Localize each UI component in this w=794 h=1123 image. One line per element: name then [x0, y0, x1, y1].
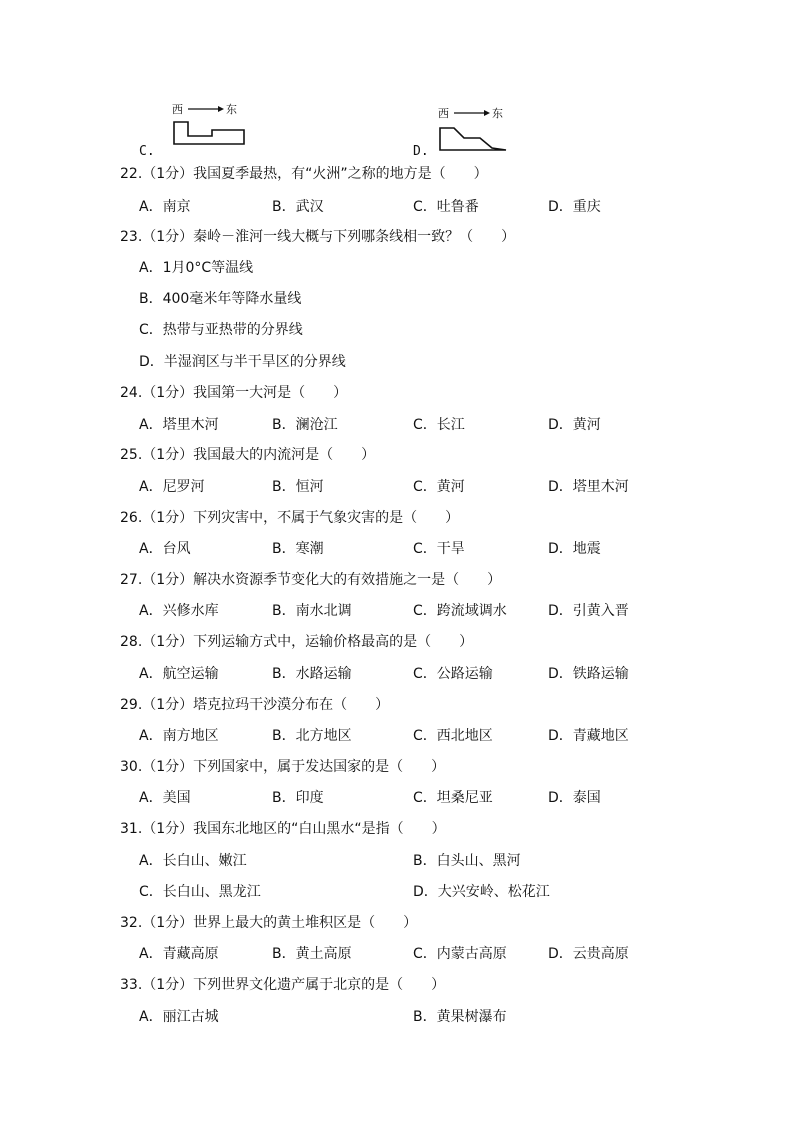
- question-24-option-a[interactable]: A．塔里木河: [139, 417, 219, 433]
- question-25-option-c[interactable]: C．黄河: [413, 479, 465, 495]
- question-32-option-c[interactable]: C．内蒙古高原: [413, 946, 507, 962]
- figure-d-east-label: 东: [492, 107, 503, 120]
- question-28-option-d[interactable]: D．铁路运输: [548, 666, 629, 682]
- question-23-option-b[interactable]: B．400毫米年等降水量线: [139, 291, 302, 307]
- question-32-option-d[interactable]: D．云贵高原: [548, 946, 629, 962]
- question-23-option-d[interactable]: D．半湿润区与半干旱区的分界线: [139, 354, 346, 370]
- question-29-option-a[interactable]: A．南方地区: [139, 728, 219, 744]
- question-29-stem: 29.（1分）塔克拉玛干沙漠分布在（ ）: [120, 697, 390, 713]
- question-27-option-b[interactable]: B．南水北调: [272, 603, 352, 619]
- question-28-stem: 28.（1分）下列运输方式中，运输价格最高的是（ ）: [120, 634, 474, 650]
- question-33-stem: 33.（1分）下列世界文化遗产属于北京的是（ ）: [120, 977, 446, 993]
- question-22-stem: 22.（1分）我国夏季最热，有“火洲”之称的地方是（ ）: [120, 166, 488, 182]
- question-28-option-a[interactable]: A．航空运输: [139, 666, 219, 682]
- question-22-option-a[interactable]: A．南京: [139, 199, 191, 215]
- question-33-option-b[interactable]: B．黄果树瀑布: [413, 1009, 507, 1025]
- question-28-option-c[interactable]: C．公路运输: [413, 666, 493, 682]
- question-31-option-c[interactable]: C．长白山、黑龙江: [139, 884, 261, 900]
- question-24-option-b[interactable]: B．澜沧江: [272, 417, 338, 433]
- figure-c-label: C.: [139, 144, 155, 159]
- question-25-option-d[interactable]: D．塔里木河: [548, 479, 629, 495]
- question-26-stem: 26.（1分）下列灾害中，不属于气象灾害的是（ ）: [120, 510, 460, 526]
- profile-figure-d: [434, 104, 514, 152]
- question-30-option-c[interactable]: C．坦桑尼亚: [413, 790, 493, 806]
- figure-d-label: D.: [413, 144, 429, 159]
- question-31-option-d[interactable]: D．大兴安岭、松花江: [413, 884, 550, 900]
- question-28-option-b[interactable]: B．水路运输: [272, 666, 352, 682]
- question-32-option-a[interactable]: A．青藏高原: [139, 946, 219, 962]
- figure-c-west-label: 西: [172, 103, 183, 116]
- question-27-stem: 27.（1分）解决水资源季节变化大的有效措施之一是（ ）: [120, 572, 502, 588]
- question-27-option-d[interactable]: D．引黄入晋: [548, 603, 629, 619]
- question-31-option-a[interactable]: A．长白山、嫩江: [139, 853, 247, 869]
- question-26-option-c[interactable]: C．干旱: [413, 541, 465, 557]
- question-24-option-d[interactable]: D．黄河: [548, 417, 601, 433]
- figure-d-west-label: 西: [438, 107, 449, 120]
- question-26-option-d[interactable]: D．地震: [548, 541, 601, 557]
- question-33-option-a[interactable]: A．丽江古城: [139, 1009, 219, 1025]
- question-27-option-c[interactable]: C．跨流域调水: [413, 603, 507, 619]
- question-30-stem: 30.（1分）下列国家中，属于发达国家的是（ ）: [120, 759, 446, 775]
- question-29-option-c[interactable]: C．西北地区: [413, 728, 493, 744]
- question-31-stem: 31.（1分）我国东北地区的“白山黑水“是指（ ）: [120, 821, 446, 837]
- figure-c-east-label: 东: [226, 103, 237, 116]
- question-30-option-a[interactable]: A．美国: [139, 790, 191, 806]
- question-29-option-d[interactable]: D．青藏地区: [548, 728, 629, 744]
- question-24-option-c[interactable]: C．长江: [413, 417, 465, 433]
- question-30-option-d[interactable]: D．泰国: [548, 790, 601, 806]
- question-26-option-b[interactable]: B．寒潮: [272, 541, 324, 557]
- question-25-option-a[interactable]: A．尼罗河: [139, 479, 205, 495]
- question-24-stem: 24.（1分）我国第一大河是（ ）: [120, 385, 348, 401]
- question-30-option-b[interactable]: B．印度: [272, 790, 324, 806]
- question-31-option-b[interactable]: B．白头山、黑河: [413, 853, 521, 869]
- question-26-option-a[interactable]: A．台风: [139, 541, 191, 557]
- question-32-option-b[interactable]: B．黄土高原: [272, 946, 352, 962]
- profile-figure-c: [170, 100, 250, 148]
- question-23-option-a[interactable]: A．1月0°C等温线: [139, 260, 254, 276]
- question-23-option-c[interactable]: C．热带与亚热带的分界线: [139, 322, 303, 338]
- question-25-stem: 25.（1分）我国最大的内流河是（ ）: [120, 447, 376, 463]
- question-32-stem: 32.（1分）世界上最大的黄土堆积区是（ ）: [120, 915, 418, 931]
- question-29-option-b[interactable]: B．北方地区: [272, 728, 352, 744]
- question-25-option-b[interactable]: B．恒河: [272, 479, 324, 495]
- question-23-stem: 23.（1分）秦岭－淮河一线大概与下列哪条线相一致？（ ）: [120, 229, 516, 245]
- question-27-option-a[interactable]: A．兴修水库: [139, 603, 219, 619]
- question-22-option-c[interactable]: C．吐鲁番: [413, 199, 479, 215]
- question-22-option-b[interactable]: B．武汉: [272, 199, 324, 215]
- question-22-option-d[interactable]: D．重庆: [548, 199, 601, 215]
